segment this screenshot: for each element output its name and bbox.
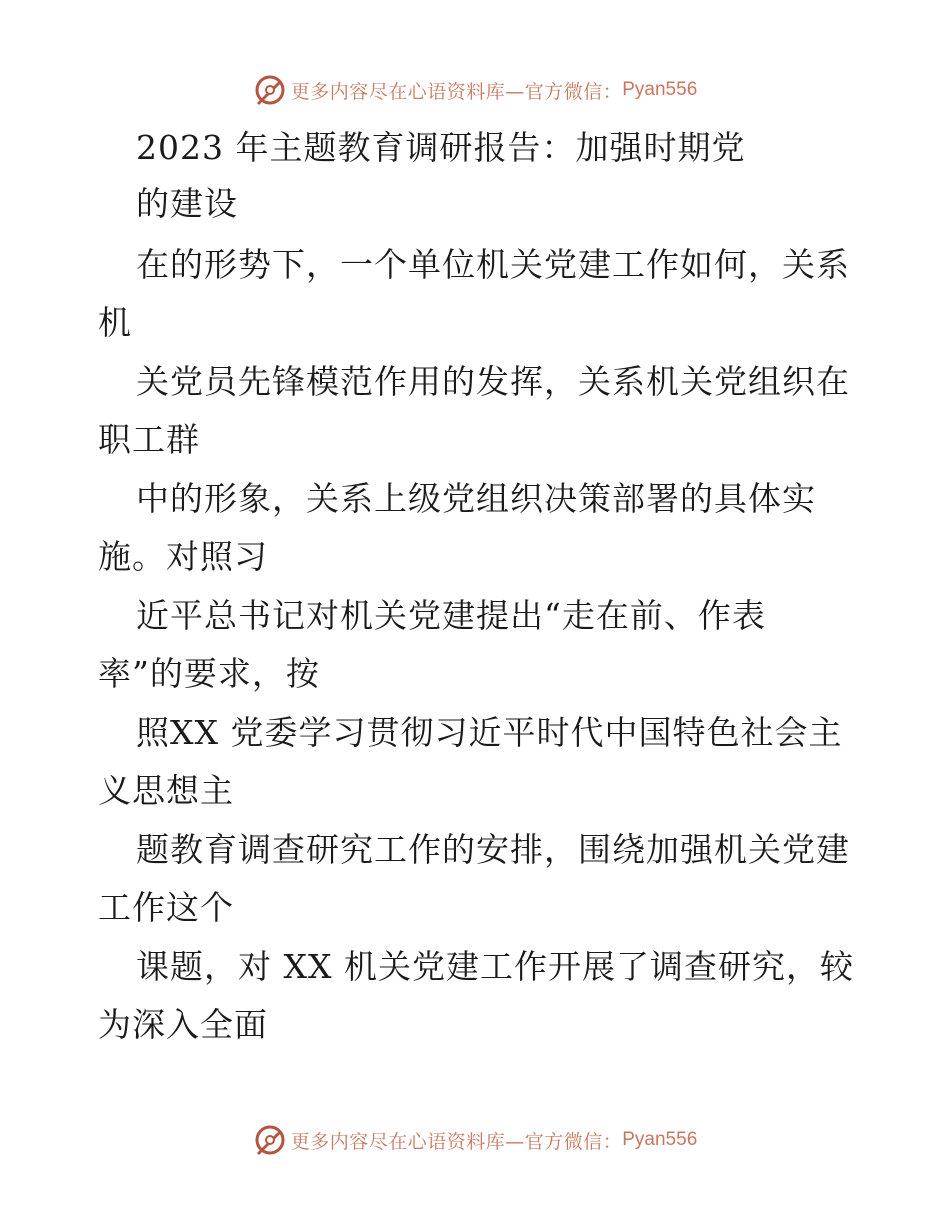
document-title-line-1: 2023 年主题教育调研报告：加强时期党 [136, 128, 746, 167]
pen-logo-icon [253, 73, 287, 107]
footer-banner-text: 更多内容尽在心语资料库—官方微信： [290, 1130, 623, 1153]
document-title-line-2: 的建设 [136, 184, 238, 223]
paragraph-line: 机 [98, 303, 132, 342]
header-watermark-banner [0, 70, 950, 110]
paragraph-line: 近平总书记对机关党建提出“走在前、作表 [136, 596, 766, 635]
header-banner-text: 更多内容尽在心语资料库—官方微信： [290, 80, 623, 103]
paragraph-line: 职工群 [98, 420, 200, 459]
paragraph-line: 题教育调查研究工作的安排，围绕加强机关党建 [136, 830, 850, 869]
paragraph-line: 关党员先锋模范作用的发挥，关系机关党组织在 [136, 362, 850, 401]
paragraph-line: 工作这个 [98, 888, 234, 927]
paragraph-line: 中的形象，关系上级党组织决策部署的具体实 [136, 479, 816, 518]
paragraph-line: 义思想主 [98, 771, 234, 810]
paragraph-line: 率”的要求，按 [98, 654, 320, 693]
paragraph-line: 在的形势下，一个单位机关党建工作如何，关系 [136, 245, 850, 284]
pen-logo-icon [253, 1123, 287, 1157]
paragraph-line: 课题，对 XX 机关党建工作开展了调查研究，较 [136, 947, 854, 986]
header-banner-account: Pyan556 [622, 79, 698, 100]
paragraph-line: 照XX 党委学习贯彻习近平时代中国特色社会主 [136, 713, 843, 752]
paragraph-line: 施。对照习 [98, 537, 268, 576]
footer-banner-account: Pyan556 [622, 1129, 698, 1150]
paragraph-line: 为深入全面 [98, 1005, 268, 1044]
footer-watermark-banner [0, 1120, 950, 1160]
